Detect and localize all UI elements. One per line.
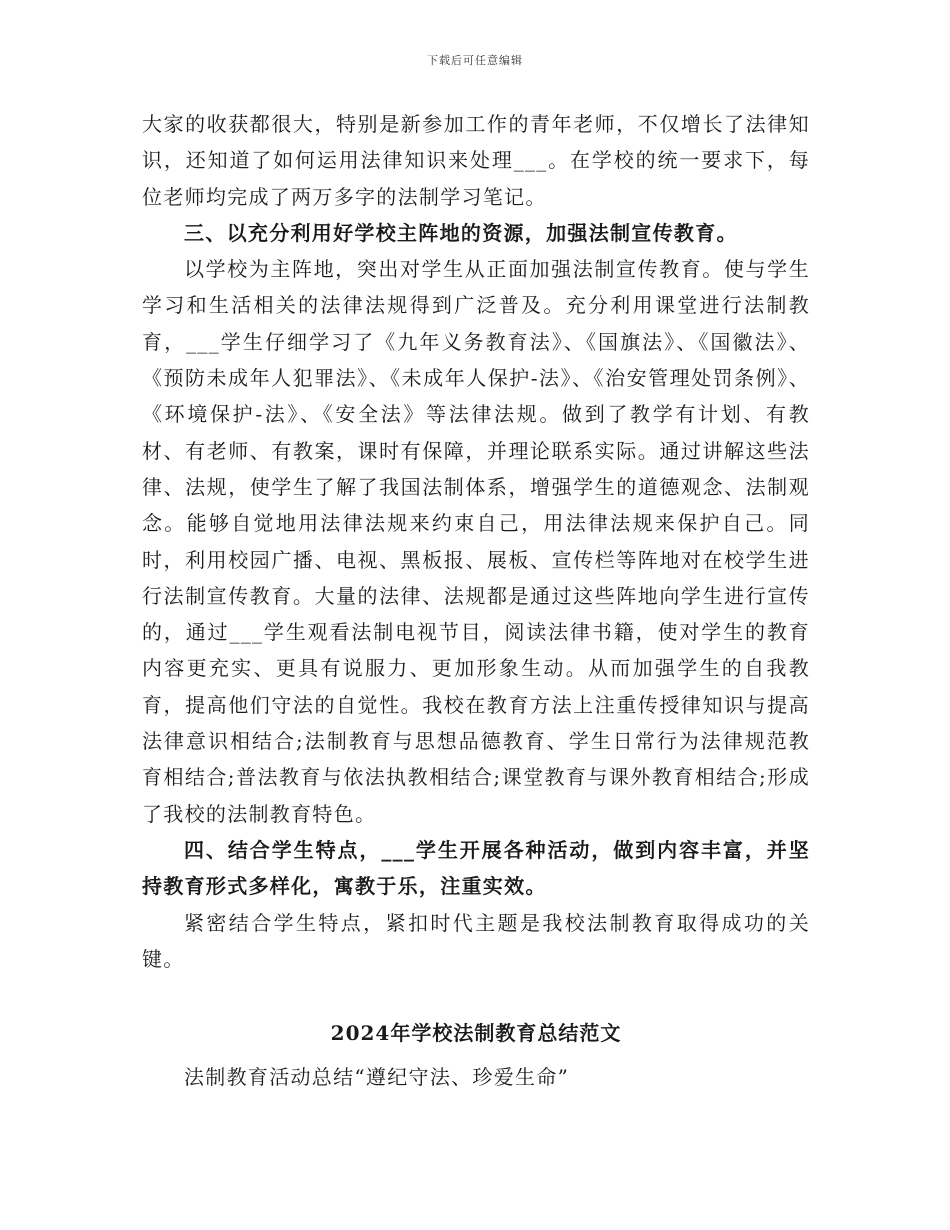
document-title: 2024年学校法制教育总结范文: [330, 1021, 622, 1046]
section-heading-three: 三、以充分利用好学校主阵地的资源，加强法制宣传教育。: [184, 220, 738, 245]
paragraph-continuation: 大家的收获都很大，特别是新参加工作的青年老师，不仅增长了法律知识，还知道了如何运用法律知识来处理___。在学校的统一要求下，每位老师均完成了两万多字的法制学习笔记。: [142, 112, 810, 209]
paragraph-activity-summary: 法制教育活动总结“遵纪守法、珍爱生命”: [184, 1065, 570, 1090]
document-body: [142, 106, 810, 1095]
paragraph-section-four: 紧密结合学生特点，紧扣时代主题是我校法制教育取得成功的关键。: [142, 910, 810, 971]
page-header-note: 下载后可任意编辑: [427, 54, 523, 67]
section-heading-four: 四、结合学生特点，___学生开展各种活动，做到内容丰富，并坚持教育形式多样化，寓教于乐，注重实效。: [142, 837, 810, 899]
paragraph-section-three: 以学校为主阵地，突出对学生从正面加强法制宣传教育。使与学生学习和生活相关的法律法规得到广泛普及。充分利用课堂进行法制教育，___学生仔细学习了《九年义务教育法》、《国旗法》、《国徽法》、《预防未成年人犯罪法》、《未成年人保护-法》、《治安管理处罚条例》、《环境保护-法》、《安全法》等法律法规。做到了教学有计划、有教材、有老师、有教案，课时有保障，并理论联系实际。通过讲解这些法律、法规，使学生了解了我国法制体系，增强学生的道德观念、法制观念。能够自觉地用法律法规来约束自己，用法律法规来保护自己。同时，利用校园广播、电视、黑板报、展板、宣传栏等阵地对在校学生进行法制宣传教育。大量的法律、法规都是通过这些阵地向学生进行宣传的，通过___学生观看法制电视节目，阅读法律书籍，使对学生的教育内容更充实、更具有说服力、更加形象生动。从而加强学生的自我教育，提高他们守法的自觉性。我校在教育方法上注重传授律知识与提高法律意识相结合;法制教育与思想品德教育、学生日常行为法律规范教育相结合;普法教育与依法执教相结合;课堂教育与课外教育相结合;形成了我校的法制教育特色。: [142, 257, 810, 826]
